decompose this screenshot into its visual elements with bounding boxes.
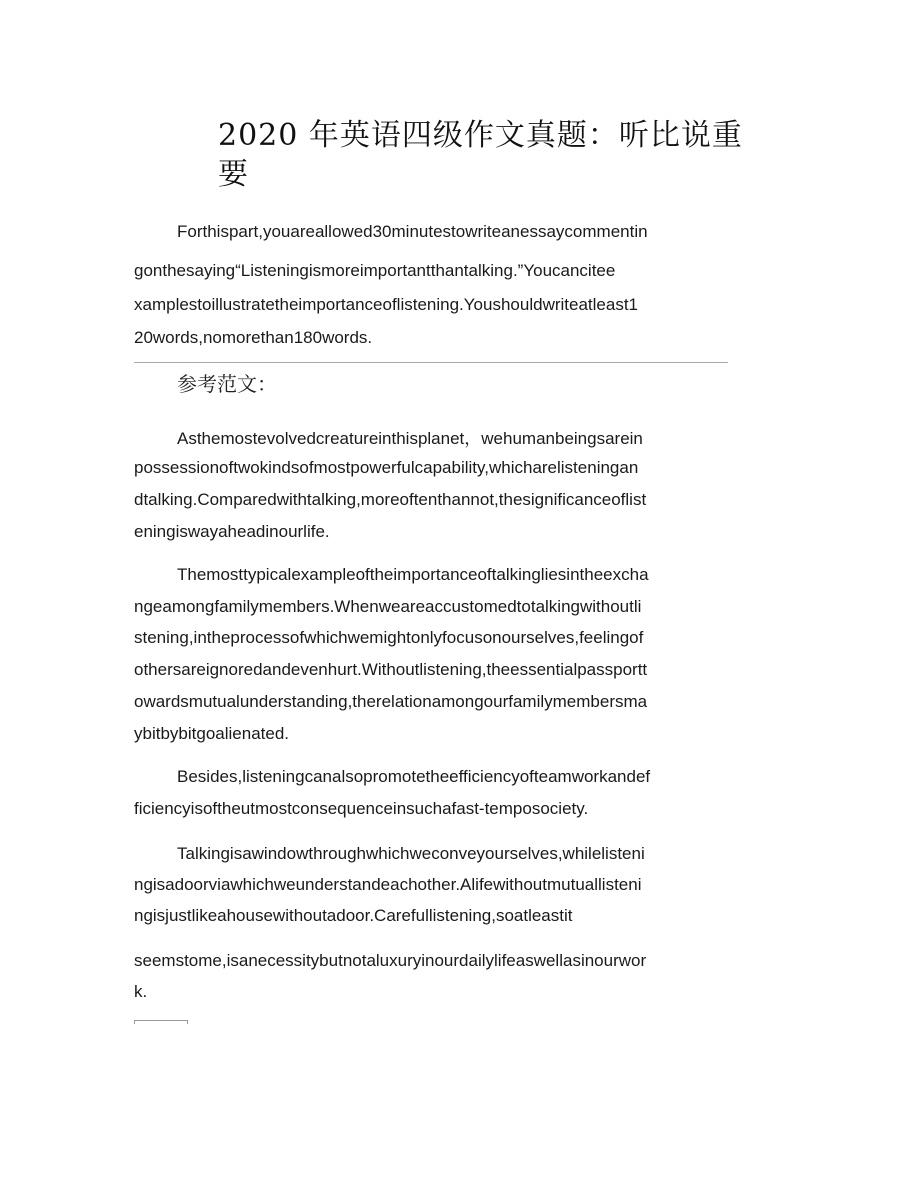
essay-line: othersareignoredandevenhurt.Withoutlistening,theessentialpassportt xyxy=(134,660,648,679)
essay-line: ficiencyisoftheutmostconsequenceinsuchafast-temposociety. xyxy=(134,799,589,818)
reference-essay-label: 参考范文： xyxy=(177,372,277,396)
footnote-separator xyxy=(134,1020,188,1024)
essay-line: ngeamongfamilymembers.Whenweareaccustomedtotalkingwithoutli xyxy=(134,597,642,616)
title-line-2: 要 xyxy=(218,157,249,192)
essay-line: Besides,listeningcanalsopromotetheefficiencyofteamworkandef xyxy=(177,767,651,786)
essay-line: eningiswayaheadinourlife. xyxy=(134,522,330,541)
essay-line: seemstome,isanecessitybutnotaluxuryinourdailylifeaswellasinourwor xyxy=(134,951,647,970)
essay-line: stening,intheprocessofwhichwemightonlyfocusonourselves,feelingof xyxy=(134,628,644,647)
essay-line: ngisjustlikeahousewithoutadoor.Carefullistening,soatleastit xyxy=(134,906,573,925)
essay-line: Asthemostevolvedcreatureinthisplanet，wehumanbeingsarein xyxy=(177,429,643,448)
prompt-line: 20words,nomorethan180words. xyxy=(134,328,373,347)
title-line-1: 2020 年英语四级作文真题：听比说重 xyxy=(218,118,743,153)
prompt-line: Forthispart,youareallowed30minutestowriteanessaycommentin xyxy=(177,222,648,241)
essay-line: dtalking.Comparedwithtalking,moreoftenthannot,thesignificanceoflist xyxy=(134,490,647,509)
page-title xyxy=(218,116,743,194)
essay-line: owardsmutualunderstanding,therelationamongourfamilymembersma xyxy=(134,692,648,711)
essay-line: k. xyxy=(134,982,148,1001)
essay-line: Themosttypicalexampleoftheimportanceoftalkingliesintheexcha xyxy=(177,565,649,584)
prompt-line: xamplestoillustratetheimportanceoflistening.Youshouldwriteatleast1 xyxy=(134,295,638,314)
essay-line: ybitbybitgoalienated. xyxy=(134,724,290,743)
prompt-line: gonthesaying“Listeningismoreimportantthantalking.”Youcancitee xyxy=(134,261,616,280)
essay-line: Talkingisawindowthroughwhichweconveyourselves,whilelisteni xyxy=(177,844,645,863)
essay-line: ngisadoorviawhichweunderstandeachother.Alifewithoutmutuallisteni xyxy=(134,875,642,894)
section-divider xyxy=(134,362,728,363)
essay-line: possessionoftwokindsofmostpowerfulcapability,whicharelisteningan xyxy=(134,458,639,477)
